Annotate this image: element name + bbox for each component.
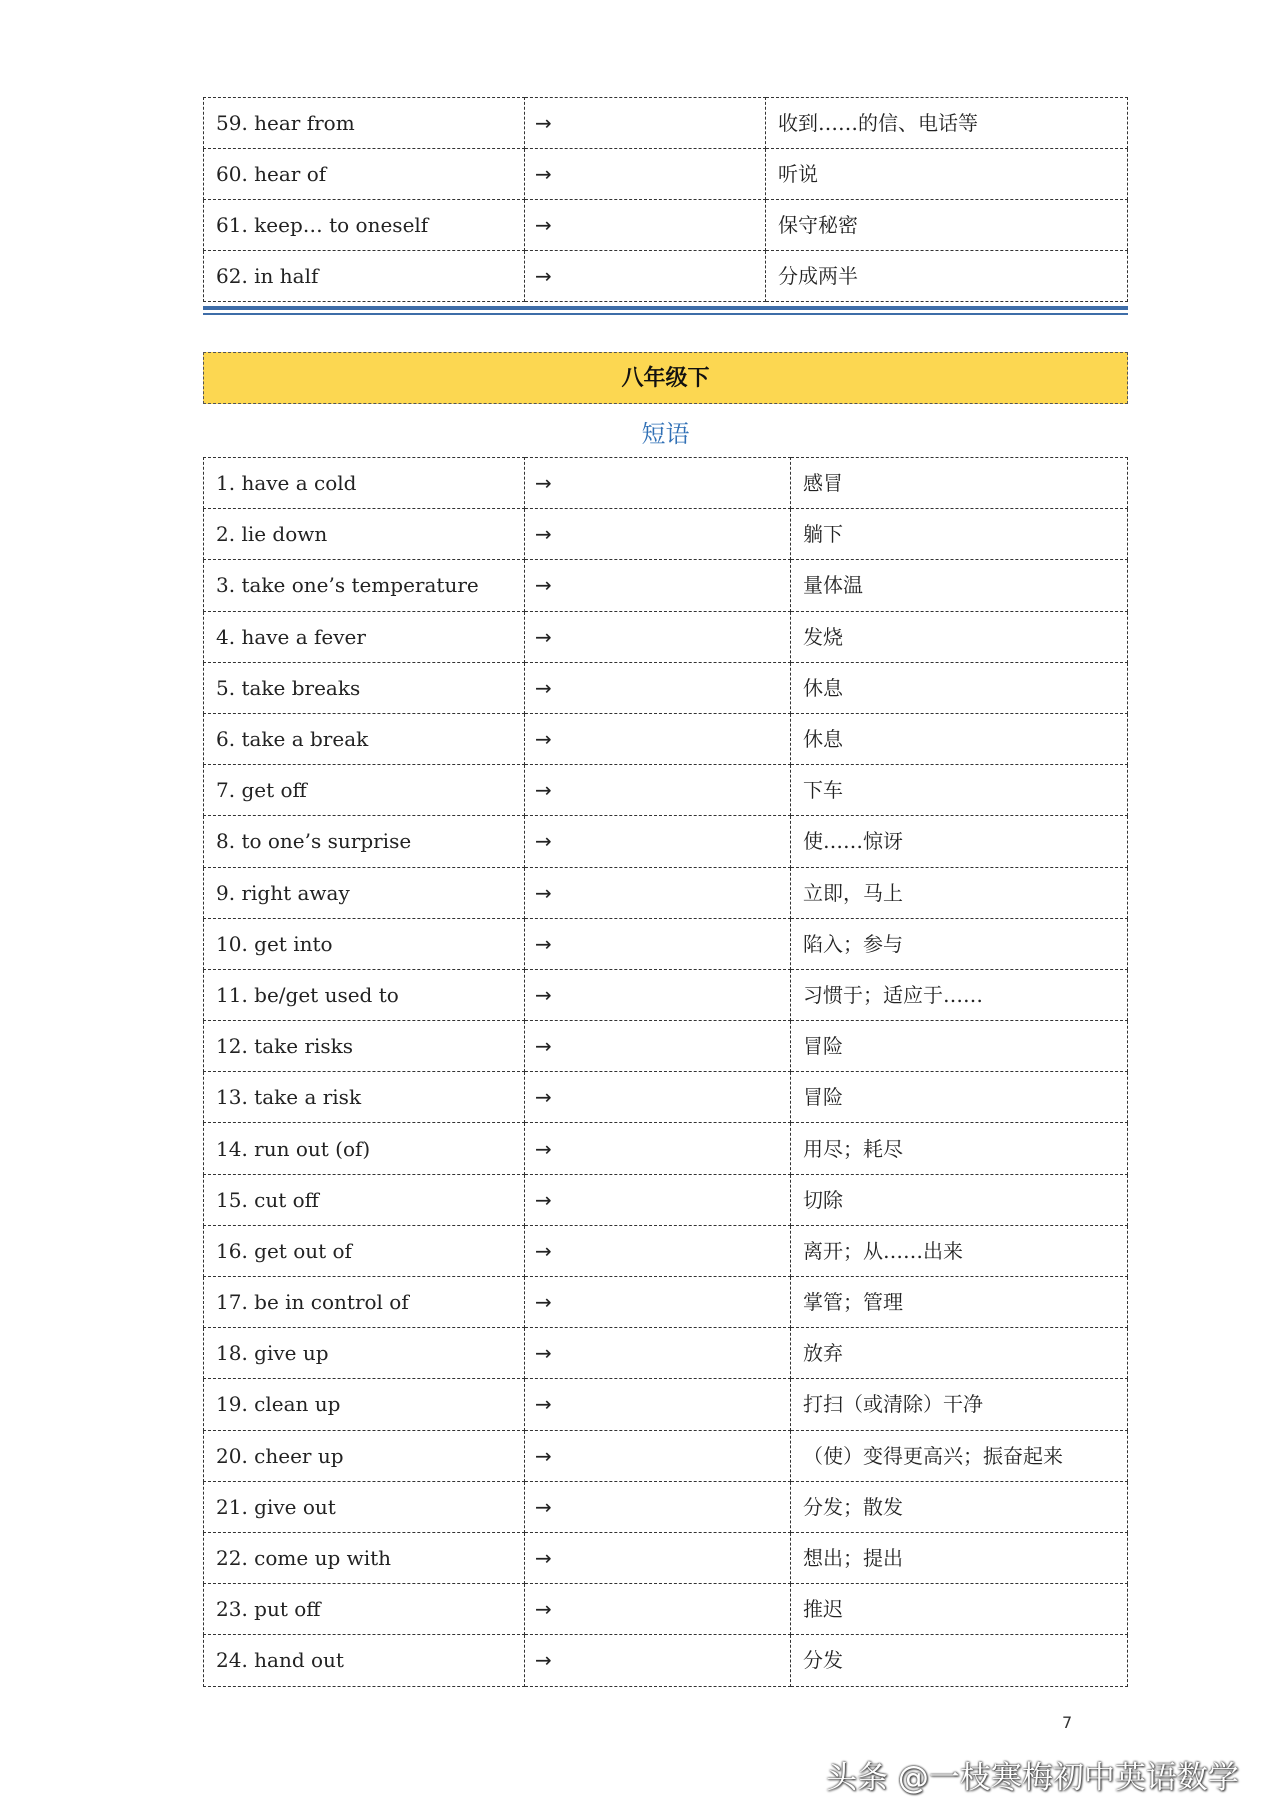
arrow-icon: → [525, 1021, 791, 1072]
section-divider [203, 306, 1128, 315]
english-phrase: 7. get off [204, 765, 525, 816]
table-row [204, 1328, 1128, 1379]
english-phrase: 1. have a cold [204, 458, 525, 509]
chinese-meaning: 离开；从……出来 [791, 1225, 1128, 1276]
arrow-icon: → [525, 867, 791, 918]
table-row [204, 1225, 1128, 1276]
chinese-meaning: 立即，马上 [791, 867, 1128, 918]
chinese-meaning: 量体温 [791, 560, 1128, 611]
arrow-icon: → [525, 1635, 791, 1686]
english-phrase: 5. take breaks [204, 662, 525, 713]
english-phrase: 24. hand out [204, 1635, 525, 1686]
english-phrase: 59. hear from [204, 98, 525, 149]
arrow-icon: → [525, 458, 791, 509]
arrow-icon: → [525, 251, 766, 302]
english-phrase: 11. be/get used to [204, 969, 525, 1020]
english-phrase: 14. run out (of) [204, 1123, 525, 1174]
grade-banner: 八年级下 [203, 352, 1128, 404]
phrase-table-body [204, 458, 1128, 1687]
table-row [204, 662, 1128, 713]
arrow-icon: → [525, 918, 791, 969]
english-phrase: 12. take risks [204, 1021, 525, 1072]
table-row [204, 1277, 1128, 1328]
english-phrase: 4. have a fever [204, 611, 525, 662]
table-row [204, 1584, 1128, 1635]
chinese-meaning: 发烧 [791, 611, 1128, 662]
chinese-meaning: 休息 [791, 713, 1128, 764]
arrow-icon: → [525, 1584, 791, 1635]
arrow-icon: → [525, 1532, 791, 1583]
english-phrase: 62. in half [204, 251, 525, 302]
arrow-icon: → [525, 662, 791, 713]
english-phrase: 6. take a break [204, 713, 525, 764]
table-row [204, 560, 1128, 611]
chinese-meaning: 想出；提出 [791, 1532, 1128, 1583]
previous-phrase-table [203, 97, 1128, 302]
arrow-icon: → [525, 765, 791, 816]
arrow-icon: → [525, 509, 791, 560]
table-row [204, 509, 1128, 560]
table-row [204, 458, 1128, 509]
chinese-meaning: 习惯于；适应于…… [791, 969, 1128, 1020]
table-row [204, 1021, 1128, 1072]
table-row [204, 611, 1128, 662]
arrow-icon: → [525, 560, 791, 611]
english-phrase: 23. put off [204, 1584, 525, 1635]
arrow-icon: → [525, 1123, 791, 1174]
chinese-meaning: 陷入；参与 [791, 918, 1128, 969]
chinese-meaning: 冒险 [791, 1072, 1128, 1123]
english-phrase: 15. cut off [204, 1174, 525, 1225]
table-row [204, 713, 1128, 764]
english-phrase: 60. hear of [204, 149, 525, 200]
english-phrase: 20. cheer up [204, 1430, 525, 1481]
english-phrase: 18. give up [204, 1328, 525, 1379]
arrow-icon: → [525, 1430, 791, 1481]
english-phrase: 22. come up with [204, 1532, 525, 1583]
table-row [204, 765, 1128, 816]
chinese-meaning: 感冒 [791, 458, 1128, 509]
table-row [204, 98, 1128, 149]
english-phrase: 13. take a risk [204, 1072, 525, 1123]
english-phrase: 17. be in control of [204, 1277, 525, 1328]
table-row [204, 1174, 1128, 1225]
chinese-meaning: 分成两半 [766, 251, 1128, 302]
chinese-meaning: 收到……的信、电话等 [766, 98, 1128, 149]
section-subtitle: 短语 [641, 420, 690, 448]
table-row [204, 1532, 1128, 1583]
english-phrase: 10. get into [204, 918, 525, 969]
chinese-meaning: （使）变得更高兴；振奋起来 [791, 1430, 1128, 1481]
table-row [204, 816, 1128, 867]
chinese-meaning: 打扫（或清除）干净 [791, 1379, 1128, 1430]
table-row [204, 1072, 1128, 1123]
table-row [204, 918, 1128, 969]
arrow-icon: → [525, 1481, 791, 1532]
chinese-meaning: 分发 [791, 1635, 1128, 1686]
phrase-table-body [204, 98, 1128, 302]
table-row [204, 1123, 1128, 1174]
table-row [204, 1430, 1128, 1481]
english-phrase: 61. keep… to oneself [204, 200, 525, 251]
phrase-table [203, 457, 1128, 1687]
arrow-icon: → [525, 1277, 791, 1328]
arrow-icon: → [525, 1379, 791, 1430]
english-phrase: 2. lie down [204, 509, 525, 560]
english-phrase: 19. clean up [204, 1379, 525, 1430]
table-row [204, 969, 1128, 1020]
chinese-meaning: 冒险 [791, 1021, 1128, 1072]
phrase-table [203, 97, 1128, 302]
table-row [204, 867, 1128, 918]
english-phrase: 21. give out [204, 1481, 525, 1532]
chinese-meaning: 用尽；耗尽 [791, 1123, 1128, 1174]
chinese-meaning: 休息 [791, 662, 1128, 713]
chinese-meaning: 切除 [791, 1174, 1128, 1225]
chinese-meaning: 听说 [766, 149, 1128, 200]
chinese-meaning: 下车 [791, 765, 1128, 816]
english-phrase: 9. right away [204, 867, 525, 918]
chinese-meaning: 保守秘密 [766, 200, 1128, 251]
chinese-meaning: 推迟 [791, 1584, 1128, 1635]
arrow-icon: → [525, 1174, 791, 1225]
arrow-icon: → [525, 611, 791, 662]
arrow-icon: → [525, 713, 791, 764]
chinese-meaning: 分发；散发 [791, 1481, 1128, 1532]
arrow-icon: → [525, 1225, 791, 1276]
table-row [204, 251, 1128, 302]
chinese-meaning: 躺下 [791, 509, 1128, 560]
chinese-meaning: 放弃 [791, 1328, 1128, 1379]
arrow-icon: → [525, 98, 766, 149]
page-number: 7 [1062, 1713, 1073, 1732]
table-row [204, 1481, 1128, 1532]
english-phrase: 16. get out of [204, 1225, 525, 1276]
table-row [204, 200, 1128, 251]
arrow-icon: → [525, 816, 791, 867]
chinese-meaning: 掌管；管理 [791, 1277, 1128, 1328]
english-phrase: 8. to one’s surprise [204, 816, 525, 867]
table-row [204, 1635, 1128, 1686]
arrow-icon: → [525, 969, 791, 1020]
arrow-icon: → [525, 149, 766, 200]
arrow-icon: → [525, 200, 766, 251]
table-row [204, 149, 1128, 200]
chinese-meaning: 使……惊讶 [791, 816, 1128, 867]
table-row [204, 1379, 1128, 1430]
grade8-phrase-table [203, 457, 1128, 1687]
arrow-icon: → [525, 1328, 791, 1379]
arrow-icon: → [525, 1072, 791, 1123]
watermark: 头条 @一枝寒梅初中英语数学 [826, 1760, 1239, 1796]
english-phrase: 3. take one’s temperature [204, 560, 525, 611]
